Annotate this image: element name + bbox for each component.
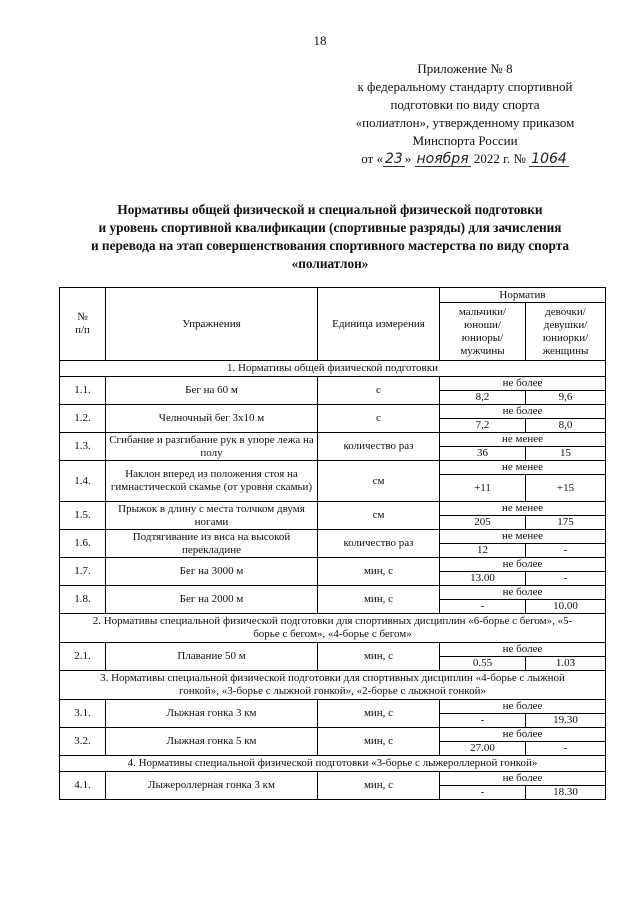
section-title: 3. Нормативы специальной физической подготовки для спортивных дисциплин «4-борье с лыжной гонкой», «3-борье с лыжной гонкой», «2-борье с лыжной гонкой»: [60, 671, 606, 700]
table-row: [60, 502, 606, 516]
section-title: 4. Нормативы специальной физической подготовки «3-борье с лыжероллерной гонкой»: [60, 756, 606, 772]
appendix-block: [340, 60, 590, 168]
header-num-line: №: [77, 311, 88, 323]
table-row: [60, 377, 606, 391]
row-number: 1.4.: [60, 461, 106, 502]
section-row: [60, 614, 606, 643]
header-female-line: юниорки/: [542, 331, 589, 344]
row-condition: не более: [440, 586, 606, 600]
value-male: +11: [440, 475, 526, 502]
row-condition: не более: [440, 728, 606, 742]
header-female-line: девушки/: [543, 318, 588, 331]
table-row: [60, 643, 606, 657]
row-condition: не более: [440, 405, 606, 419]
row-exercise: Подтягивание из виса на высокой перекладине: [106, 530, 318, 558]
row-exercise: Челночный бег 3х10 м: [106, 405, 318, 433]
table-row: [60, 530, 606, 544]
value-male: -: [440, 714, 526, 728]
row-unit: мин, с: [318, 558, 440, 586]
value-female: 18.30: [526, 786, 606, 800]
table-row: [60, 461, 606, 475]
value-female: 8,0: [526, 419, 606, 433]
header-female: [526, 303, 606, 361]
table-row: [60, 433, 606, 447]
appendix-line: подготовки по виду спорта: [390, 97, 540, 112]
row-exercise: Прыжок в длину с места толчком двумя ногами: [106, 502, 318, 530]
header-female-line: девочки/: [545, 305, 586, 318]
row-number: 3.1.: [60, 700, 106, 728]
row-number: 4.1.: [60, 772, 106, 800]
row-number: 3.2.: [60, 728, 106, 756]
document-title: [40, 201, 620, 273]
value-female: 10.00: [526, 600, 606, 614]
value-female: -: [526, 742, 606, 756]
header-male-line: мужчины: [460, 344, 505, 357]
value-male: 7,2: [440, 419, 526, 433]
row-exercise: Сгибание и разгибание рук в упоре лежа на полу: [106, 433, 318, 461]
title-line: Нормативы общей физической и специальной физической подготовки: [117, 202, 543, 217]
header-male-line: юноши/: [463, 318, 502, 331]
value-female: -: [526, 544, 606, 558]
row-unit: мин, с: [318, 643, 440, 671]
date-year: 2022 г. №: [470, 151, 530, 166]
appendix-title: Приложение № 8: [417, 61, 513, 76]
value-male: 0.55: [440, 657, 526, 671]
section-title: 1. Нормативы общей физической подготовки: [60, 361, 606, 377]
row-condition: не менее: [440, 530, 606, 544]
row-number: 1.8.: [60, 586, 106, 614]
row-exercise: Бег на 60 м: [106, 377, 318, 405]
handwritten-order-number: 1064: [531, 151, 567, 167]
row-condition: не более: [440, 643, 606, 657]
value-male: 12: [440, 544, 526, 558]
section-row: [60, 671, 606, 700]
row-unit: мин, с: [318, 728, 440, 756]
row-unit: количество раз: [318, 433, 440, 461]
row-number: 1.6.: [60, 530, 106, 558]
row-number: 1.1.: [60, 377, 106, 405]
date-mid: »: [404, 151, 415, 166]
page-number: 18: [313, 33, 327, 48]
title-line: и уровень спортивной квалификации (спортивные разряды) для зачисления: [98, 220, 562, 235]
value-female: 15: [526, 447, 606, 461]
section-row: [60, 756, 606, 772]
row-condition: не менее: [440, 433, 606, 447]
row-exercise: Плавание 50 м: [106, 643, 318, 671]
row-unit: мин, с: [318, 586, 440, 614]
row-number: 2.1.: [60, 643, 106, 671]
row-number: 1.5.: [60, 502, 106, 530]
appendix-line: к федеральному стандарту спортивной: [357, 79, 573, 94]
value-female: 19.30: [526, 714, 606, 728]
row-condition: не более: [440, 700, 606, 714]
value-male: -: [440, 600, 526, 614]
date-prefix: от «: [361, 151, 383, 166]
value-female: 9,6: [526, 391, 606, 405]
header-exercise: Упражнения: [106, 288, 318, 361]
table-row: [60, 772, 606, 786]
row-number: 1.2.: [60, 405, 106, 433]
row-exercise: Наклон вперед из положения стоя на гимнастической скамье (от уровня скамьи): [106, 461, 318, 502]
handwritten-month: ноября: [416, 151, 469, 167]
row-number: 1.7.: [60, 558, 106, 586]
appendix-line: Минспорта России: [412, 133, 518, 148]
row-condition: не менее: [440, 461, 606, 475]
row-condition: не менее: [440, 502, 606, 516]
header-num-line: п/п: [75, 324, 90, 336]
row-exercise: Бег на 2000 м: [106, 586, 318, 614]
row-exercise: Лыжероллерная гонка 3 км: [106, 772, 318, 800]
norms-table-body: [60, 361, 606, 800]
appendix-line: «полиатлон», утвержденному приказом: [355, 115, 575, 130]
row-unit: мин, с: [318, 772, 440, 800]
header-unit: Единица измерения: [318, 288, 440, 361]
value-female: 175: [526, 516, 606, 530]
value-male: 27.00: [440, 742, 526, 756]
header-male: [440, 303, 526, 361]
header-norm: Норматив: [440, 288, 606, 303]
handwritten-day: 23: [384, 151, 403, 167]
value-female: -: [526, 572, 606, 586]
row-unit: см: [318, 502, 440, 530]
row-number: 1.3.: [60, 433, 106, 461]
row-condition: не более: [440, 558, 606, 572]
row-condition: не более: [440, 772, 606, 786]
value-male: 36: [440, 447, 526, 461]
title-line: и перевода на этап совершенствования спортивного мастерства по виду спорта: [90, 238, 570, 253]
appendix-date: [340, 150, 590, 168]
row-unit: количество раз: [318, 530, 440, 558]
row-exercise: Лыжная гонка 3 км: [106, 700, 318, 728]
header-male-line: юниоры/: [461, 331, 504, 344]
section-row: [60, 361, 606, 377]
row-unit: см: [318, 461, 440, 502]
title-line: «полиатлон»: [291, 256, 369, 271]
row-unit: с: [318, 405, 440, 433]
row-exercise: Лыжная гонка 5 км: [106, 728, 318, 756]
value-male: -: [440, 786, 526, 800]
norms-table: [59, 287, 606, 800]
row-exercise: Бег на 3000 м: [106, 558, 318, 586]
table-row: [60, 586, 606, 600]
table-row: [60, 700, 606, 714]
value-male: 13.00: [440, 572, 526, 586]
section-title: 2. Нормативы специальной физической подготовки для спортивных дисциплин «6-борье с бегом», «5-борье с бегом», «4-борье с бегом»: [60, 614, 606, 643]
value-female: 1.03: [526, 657, 606, 671]
header-num: [60, 288, 106, 361]
header-female-line: женщины: [542, 344, 589, 357]
row-unit: мин, с: [318, 700, 440, 728]
row-unit: с: [318, 377, 440, 405]
row-condition: не более: [440, 377, 606, 391]
table-row: [60, 728, 606, 742]
value-male: 8,2: [440, 391, 526, 405]
table-row: [60, 405, 606, 419]
value-male: 205: [440, 516, 526, 530]
table-row: [60, 558, 606, 572]
header-male-line: мальчики/: [458, 305, 507, 318]
value-female: +15: [526, 475, 606, 502]
